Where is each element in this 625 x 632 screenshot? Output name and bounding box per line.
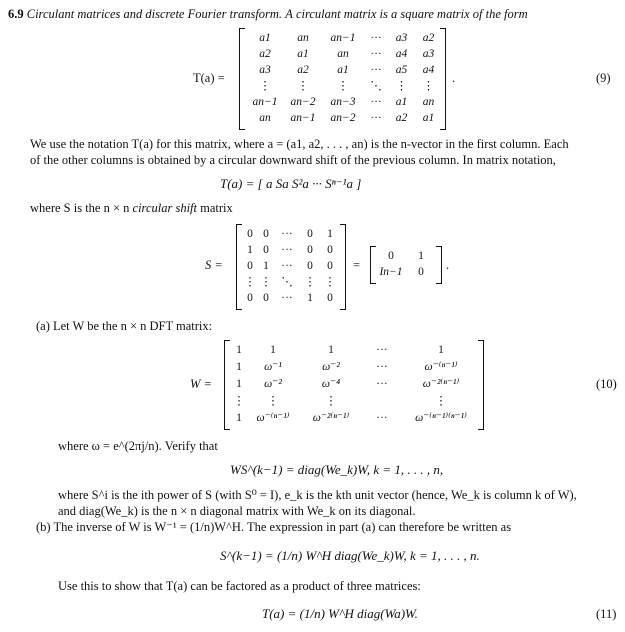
eqS-cell: ⋱ bbox=[281, 276, 293, 288]
eq9-cell: a1 bbox=[422, 112, 435, 124]
eqS-cell: 1 bbox=[263, 260, 269, 272]
eqS-cell: 0 bbox=[247, 292, 253, 304]
eqW-cell: 1 bbox=[328, 344, 334, 357]
eqW-cell: 1 bbox=[236, 411, 242, 424]
eqS-cell: 0 bbox=[307, 260, 313, 272]
eq9-cell: a4 bbox=[422, 64, 435, 76]
part-b-label: (b) bbox=[36, 520, 51, 534]
eqS-cell: 0 bbox=[247, 260, 253, 272]
eqW-cell: 1 bbox=[236, 377, 242, 390]
eq9-cell: an−3 bbox=[330, 96, 356, 108]
eqW-lhs: W = bbox=[190, 377, 212, 391]
eq9-cell: a4 bbox=[395, 48, 408, 60]
eqS-right-bracket bbox=[340, 224, 346, 310]
eq9-cell: ··· bbox=[370, 32, 382, 44]
eqW-matrix bbox=[230, 342, 482, 426]
part-a-intro: (a) Let W be the n × n DFT matrix: bbox=[36, 319, 213, 333]
eq9-cell: an−2 bbox=[290, 96, 316, 108]
eqW-cell: ω⁻⁽ⁿ⁻¹⁾ bbox=[256, 411, 290, 424]
eq9-cell: ··· bbox=[370, 112, 382, 124]
eq9-cell: ⋮ bbox=[297, 80, 309, 92]
part-a-label: (a) bbox=[36, 319, 50, 333]
eqW-cell: ⋮ bbox=[233, 394, 245, 407]
problem-number: 6.9 bbox=[8, 7, 24, 21]
eqW-cell: ··· bbox=[376, 377, 388, 390]
eqW-tag: (10) bbox=[596, 377, 617, 391]
eq9-cell: a1 bbox=[297, 48, 309, 60]
eqS-cell: ··· bbox=[281, 228, 293, 240]
eq9-cell: ··· bbox=[370, 64, 382, 76]
eq9-cell: an−1 bbox=[290, 112, 316, 124]
eqS-cell: 0 bbox=[263, 292, 269, 304]
eqW-cell: ··· bbox=[376, 344, 388, 357]
eq9-cell: a2 bbox=[259, 48, 271, 60]
eqS-cell: 0 bbox=[327, 292, 333, 304]
eq9-cell: a1 bbox=[259, 32, 271, 44]
eq9-left-bracket bbox=[239, 28, 245, 130]
eqW-cell: ω⁻¹ bbox=[264, 361, 282, 374]
eqW-cell: ω⁻²⁽ⁿ⁻¹⁾ bbox=[312, 411, 350, 424]
eqS-cell: 0 bbox=[307, 228, 313, 240]
eq9-cell: ⋱ bbox=[370, 80, 382, 92]
eq9-lhs: T(a) = bbox=[193, 71, 225, 85]
eqW-cell: ⋮ bbox=[325, 394, 337, 407]
shift-intro: where S is the n × n circular shift matrix bbox=[30, 201, 233, 215]
verify-equation: WS^(k−1) = diag(We_k)W, k = 1, . . . , n, bbox=[230, 462, 444, 477]
eqS-cell: 0 bbox=[263, 228, 269, 240]
eqS-cell: ··· bbox=[281, 244, 293, 256]
eqS-lhs: S = bbox=[205, 258, 223, 272]
eq9-cell: an bbox=[337, 48, 349, 60]
eqW-cell: ⋮ bbox=[435, 394, 447, 407]
eq9-cell: a3 bbox=[422, 48, 435, 60]
eqW-cell: ··· bbox=[376, 361, 388, 374]
eq9-cell: a2 bbox=[395, 112, 408, 124]
eq9-cell: a1 bbox=[337, 64, 349, 76]
eq9-cell: a3 bbox=[395, 32, 408, 44]
eq9-cell: a3 bbox=[259, 64, 271, 76]
eqS-matrix bbox=[242, 226, 340, 306]
intro-rest: is a square matrix of the form bbox=[379, 7, 528, 21]
eqW-cell: ⋮ bbox=[267, 394, 279, 407]
eq9-cell: a1 bbox=[395, 96, 408, 108]
eq9-cell: ··· bbox=[370, 96, 382, 108]
para1-line2: of the other columns is obtained by a circular downward shift of the previous column. In matrix notation, bbox=[30, 153, 556, 167]
eqW-cell: ω⁻⁽ⁿ⁻¹⁾ bbox=[424, 361, 458, 374]
eq9-right-bracket bbox=[440, 28, 446, 130]
eq9-cell: an bbox=[297, 32, 309, 44]
eqW-cell: 1 bbox=[236, 361, 242, 374]
document-page: 6.9 Circulant matrices and discrete Fourier transform. A circulant matrix is a square matrix of the form T(a) = a1 an an−1 ··· a3 a2 a2 a1 an ··· a4 a3 a3 a2 a1 ··· a5 a4 ⋮ ⋮ ⋮ ⋱ ⋮ ⋮ an−1 an−2 an−3 ··· a1 an an an−1 an−2 ··· a2 a1 . (9) We use the notation T(a) for this matrix, where a = (a1, a2, . . . , an) is the n-vector in the first column. Each of the other columns is obtained by a circular downward shift of the previous column. In matrix notation, T(a) = [ a Sa S²a ··· Sⁿ⁻¹a ] where S is the n × n circular shift matrix S = 0 0 ··· 0 1 1 0 ··· 0 0 0 1 ··· 0 0 ⋮ ⋮ ⋱ ⋮ ⋮ 0 0 ··· 1 0 = 0 1 In−1 0 . (a) Let W be the n × n DFT matrix: W = 1 1 1 ··· 1 1 ω⁻¹ ω⁻² ··· ω⁻⁽ⁿ⁻¹⁾ 1 ω⁻² ω⁻⁴ ··· ω⁻²⁽ⁿ⁻¹⁾ ⋮ ⋮ ⋮ ⋮ 1 ω⁻⁽ⁿ⁻¹⁾ ω⁻²⁽ⁿ⁻¹⁾ ··· ω⁻⁽ⁿ⁻¹⁾⁽ⁿ⁻¹⁾ (10) where ω = e^(2πj/n). Verify that WS^(k−1) = diag(We_k)W, k = 1, . . . , n, where S^i is the ith power of S (with S⁰ = I), e_k is the kth unit vector (hence, We_k is column k of W), and diag(We_k) is the n × n diagonal matrix with We_k on its diagonal. (b) The inverse of W is W⁻¹ = (1/n)W^H. The expression in part (a) can therefore be written as S^(k−1) = (1/n) W^H diag(We_k)W, k = 1, . . . , n. Use this to show that T(a) can be factored as a product of three matrices: T(a) = (1/n) W^H diag(Wa)W. (11) bbox=[8, 7, 617, 621]
omega-def: where ω = e^(2πj/n). Verify that bbox=[58, 439, 218, 453]
eq9-matrix bbox=[246, 30, 442, 126]
eq9-cell: ⋮ bbox=[259, 80, 271, 92]
eqW-cell: 1 bbox=[438, 344, 444, 357]
eqW-cell: ω⁻⁽ⁿ⁻¹⁾⁽ⁿ⁻¹⁾ bbox=[415, 411, 467, 424]
eq9-cell: an bbox=[422, 96, 435, 108]
eqW-cell: ω⁻⁴ bbox=[321, 377, 341, 390]
part-a-explain1: where S^i is the ith power of S (with S⁰ = I), e_k is the kth unit vector (hence, We_k is column k of W), bbox=[58, 488, 577, 502]
eqS-cell: 1 bbox=[247, 244, 253, 256]
eqS-cell: ··· bbox=[281, 260, 293, 272]
intro-term: circulant matrix bbox=[295, 7, 377, 21]
eq9-cell: an bbox=[259, 112, 271, 124]
eqS-cell: 0 bbox=[327, 244, 333, 256]
eqS-cell: 0 bbox=[327, 260, 333, 272]
eqW-cell: ω⁻² bbox=[322, 361, 340, 374]
eqS-cell: ⋮ bbox=[260, 276, 272, 288]
eqS-block: 0 1 In−1 0 bbox=[379, 250, 424, 278]
eqS-cell: ⋮ bbox=[304, 276, 316, 288]
eq11-tag: (11) bbox=[596, 607, 617, 621]
eq11: T(a) = (1/n) W^H diag(Wa)W. bbox=[262, 606, 418, 621]
eqW-cell: ω⁻²⁽ⁿ⁻¹⁾ bbox=[422, 377, 460, 390]
eq9-tag: (9) bbox=[596, 71, 611, 85]
eq-columns: T(a) = [ a Sa S²a ··· Sⁿ⁻¹a ] bbox=[220, 176, 362, 191]
part-b-equation: S^(k−1) = (1/n) W^H diag(We_k)W, k = 1, . . . , n. bbox=[220, 548, 480, 563]
para1-line1: We use the notation T(a) for this matrix, where a = (a1, a2, . . . , an) is the n-vector in the first column. Each bbox=[30, 137, 569, 151]
eq9-cell: an−1 bbox=[252, 96, 278, 108]
eqS-cell: 0 bbox=[263, 244, 269, 256]
problem-title: Circulant matrices and discrete Fourier transform. bbox=[26, 7, 283, 21]
eq9-cell: ··· bbox=[370, 48, 382, 60]
eqW-cell: 1 bbox=[236, 344, 242, 357]
eq9-cell: an−1 bbox=[330, 32, 356, 44]
eqS-cell: 0 bbox=[307, 244, 313, 256]
eq9-cell: a2 bbox=[422, 32, 435, 44]
eqS-block-right-bracket bbox=[436, 246, 442, 284]
eqW-cell: 1 bbox=[270, 344, 276, 357]
eqS-cell: 1 bbox=[327, 228, 333, 240]
eqW-cell: ω⁻² bbox=[264, 377, 282, 390]
eq9-cell: an−2 bbox=[330, 112, 356, 124]
eq9-cell: ⋮ bbox=[395, 80, 408, 92]
problem-heading: 6.9 Circulant matrices and discrete Fourier transform. A circulant matrix is a square matrix of the form bbox=[8, 7, 528, 21]
eqS-cell: ··· bbox=[281, 292, 293, 304]
part-b-use: Use this to show that T(a) can be factored as a product of three matrices: bbox=[58, 579, 421, 593]
eq9-cell: a2 bbox=[297, 64, 309, 76]
eqS-cell: ⋮ bbox=[324, 276, 336, 288]
part-b-intro: (b) The inverse of W is W⁻¹ = (1/n)W^H. The expression in part (a) can therefore be written as bbox=[36, 520, 512, 534]
eq9-cell: ⋮ bbox=[337, 80, 349, 92]
shift-term: circular shift bbox=[132, 201, 197, 215]
eqS-cell: ⋮ bbox=[244, 276, 256, 288]
eqS-cell: 0 bbox=[247, 228, 253, 240]
eqW-cell: ··· bbox=[376, 411, 388, 424]
eq9-cell: a5 bbox=[395, 64, 408, 76]
eqW-right-bracket bbox=[478, 340, 484, 430]
part-a-explain2: and diag(We_k) is the n × n diagonal matrix with We_k on its diagonal. bbox=[58, 504, 416, 518]
eq9-cell: ⋮ bbox=[422, 80, 435, 92]
eqS-cell: 1 bbox=[307, 292, 313, 304]
